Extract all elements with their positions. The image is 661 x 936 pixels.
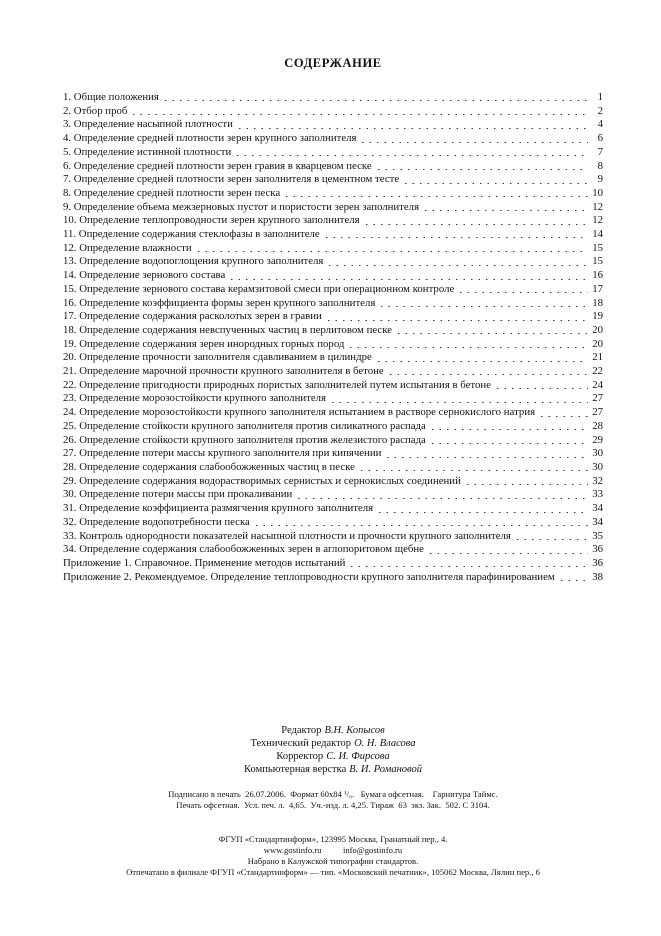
toc-entry-label: 1. Общие положения [63, 91, 159, 103]
colophon-role: Редактор [281, 725, 322, 737]
toc-dot-leader [286, 187, 588, 201]
publisher-line: www.gostinfo.ru info@gostinfo.ru [263, 844, 403, 855]
toc-page-number: 4 [597, 118, 603, 131]
toc-dot-leader [497, 379, 588, 393]
toc-entry [63, 160, 603, 174]
toc-entry-label: 33. Контроль однородности показателей насыпной плотности и прочности крупного заполнителя [63, 529, 511, 542]
toc-page-number: 14 [592, 228, 603, 241]
toc-entry-label: 32. Определение водопотребности песка [63, 515, 250, 528]
colophon-name: В.Н. Копысов [324, 725, 385, 737]
toc-page-number: 34 [592, 502, 603, 515]
toc-dot-leader [387, 447, 588, 461]
toc-entry [63, 475, 603, 489]
toc-entry [63, 543, 603, 557]
toc-entry [63, 530, 603, 544]
toc-entry-label: 14. Определение зернового состава [63, 269, 226, 282]
toc-page-number: 30 [592, 447, 603, 460]
toc-entry [63, 365, 603, 379]
toc-entry [63, 132, 603, 146]
toc-entry-label: 3. Определение насыпной плотности [63, 118, 233, 131]
toc-entry-label: 11. Определение содержания стеклофазы в заполнителе [63, 228, 320, 241]
toc-entry-label: 28. Определение содержания слабообожженных частиц в песке [63, 460, 355, 473]
toc-page-number: 18 [592, 296, 603, 309]
toc-page-number: 10 [592, 186, 603, 199]
toc-entry-label: 22. Определение пригодности природных пористых заполнителей путем испытания в бетоне [63, 378, 491, 391]
toc-page-number: 6 [597, 132, 603, 145]
toc-entry-label: 10. Определение теплопроводности зерен крупного заполнителя [63, 214, 360, 227]
toc-page-number: 29 [592, 433, 603, 446]
toc-page-number: 36 [592, 556, 603, 569]
toc-entry-label: 20. Определение прочности заполнителя сдавливанием в цилиндре [63, 351, 372, 364]
toc-dot-leader [398, 324, 588, 338]
toc-dot-leader [378, 351, 588, 365]
toc-entry-label: 31. Определение коэффициента размягчения крупного заполнителя [63, 502, 374, 515]
toc-entry-label: 17. Определение содержания расколотых зерен в гравии [63, 310, 322, 323]
toc-page-number: 15 [592, 255, 603, 268]
toc-entry [63, 516, 603, 530]
toc-page-number: 30 [592, 460, 603, 473]
toc-dot-leader [198, 242, 588, 256]
toc-entry [63, 297, 603, 311]
toc-page-number: 32 [592, 474, 603, 487]
toc-entry-label: 12. Определение влажности [63, 241, 192, 254]
toc-dot-leader [460, 283, 588, 297]
toc-page-number: 9 [597, 173, 603, 186]
table-of-contents [63, 91, 603, 584]
toc-entry-label: 26. Определение стойкости крупного заполнителя против железистого распада [63, 433, 426, 446]
colophon-name: С. И. Фирсова [326, 750, 390, 762]
toc-dot-leader [467, 475, 588, 489]
toc-entry-label: 34. Определение содержания слабообожженных зерен в аглопоритовом щебне [63, 543, 424, 556]
toc-entry-label: 27. Определение потери массы крупного заполнителя при кипячении [63, 447, 382, 460]
toc-page-number: 12 [592, 214, 603, 227]
toc-entry [63, 173, 603, 187]
toc-dot-leader [350, 338, 588, 352]
toc-dot-leader [430, 543, 588, 557]
toc-entry-label: 21. Определение марочной прочности крупного заполнителя в бетоне [63, 365, 384, 378]
toc-entry [63, 310, 603, 324]
toc-entry-label: 16. Определение коэффициента формы зерен крупного заполнителя [63, 296, 376, 309]
toc-dot-leader [405, 173, 588, 187]
toc-entry [63, 214, 603, 228]
toc-entry [63, 447, 603, 461]
toc-entry-label: 25. Определение стойкости крупного заполнителя против силикатного распада [63, 419, 426, 432]
toc-entry [63, 118, 603, 132]
colophon-role: Компьютерная верстка [244, 763, 347, 775]
toc-dot-leader [165, 91, 588, 105]
publisher-line: Набрано в Калужской типографии стандартов. [247, 856, 419, 867]
toc-page-number: 1 [597, 91, 603, 103]
toc-entry [63, 434, 603, 448]
toc-dot-leader [239, 118, 588, 132]
toc-dot-leader [378, 160, 588, 174]
toc-entry-label: 4. Определение средней плотности зерен крупного заполнителя [63, 132, 357, 145]
toc-entry [63, 91, 603, 105]
print-details-line: Подписано в печать 26.07.2006. Формат 60х84 ¹/₈. Бумага офсетная. Гарнитура Таймс. [168, 788, 498, 799]
colophon-name: О. Н. Власова [354, 738, 416, 750]
toc-dot-leader [517, 530, 588, 544]
toc-dot-leader [390, 365, 588, 379]
colophon-line [63, 764, 603, 777]
toc-entry [63, 105, 603, 119]
toc-page-number: 27 [592, 392, 603, 405]
toc-page-number: 21 [592, 351, 603, 364]
toc-page-number: 20 [592, 323, 603, 336]
toc-page-number: 28 [592, 419, 603, 432]
toc-entry [63, 269, 603, 283]
toc-dot-leader [432, 434, 588, 448]
toc-entry-label: 5. Определение истинной плотности [63, 145, 232, 158]
colophon-line [63, 725, 603, 738]
toc-page-number: 2 [597, 104, 603, 117]
toc-dot-leader [381, 297, 588, 311]
toc-page-number: 34 [592, 515, 603, 528]
toc-entry [63, 255, 603, 269]
toc-dot-leader [432, 420, 588, 434]
toc-page-number: 7 [597, 145, 603, 158]
toc-entry-label: 8. Определение средней плотности зерен песка [63, 186, 281, 199]
toc-entry [63, 420, 603, 434]
toc-page-number: 27 [592, 406, 603, 419]
toc-entry-label: 18. Определение содержания невспученных частиц в перлитовом песке [63, 323, 392, 336]
colophon-role: Технический редактор [250, 738, 352, 750]
toc-dot-leader [425, 201, 588, 215]
toc-dot-leader [133, 105, 588, 119]
toc-dot-leader [362, 132, 588, 146]
toc-entry-label: 6. Определение средней плотности зерен гравия в кварцевом песке [63, 159, 372, 172]
toc-entry [63, 461, 603, 475]
toc-entry-label: 19. Определение содержания зерен инородных горных пород [63, 337, 345, 350]
toc-entry [63, 146, 603, 160]
toc-entry [63, 228, 603, 242]
toc-entry [63, 351, 603, 365]
toc-entry [63, 201, 603, 215]
toc-dot-leader [379, 502, 588, 516]
toc-entry-label: 29. Определение содержания водорастворимых сернистых и сернокислых соединений [63, 474, 461, 487]
toc-page-number: 33 [592, 488, 603, 501]
toc-page-number: 36 [592, 543, 603, 556]
toc-entry-label: 30. Определение потери массы при прокаливании [63, 488, 293, 501]
toc-entry [63, 379, 603, 393]
publisher-line: Отпечатано в филиале ФГУП «Стандартинформ» — тип. «Московский печатник», 105062 Москва, Лялин пер., 6 [126, 867, 540, 878]
toc-page-number: 35 [592, 529, 603, 542]
toc-entry [63, 571, 603, 585]
toc-entry [63, 406, 603, 420]
toc-page-number: 16 [592, 269, 603, 282]
page-title: СОДЕРЖАНИЕ [284, 56, 382, 70]
toc-dot-leader [332, 392, 588, 406]
toc-entry-label: 9. Определение объема межзерновых пустот и пористости зерен заполнителя [63, 200, 420, 213]
toc-dot-leader [361, 461, 588, 475]
toc-dot-leader [256, 516, 588, 530]
toc-entry [63, 392, 603, 406]
toc-entry [63, 488, 603, 502]
colophon-name: В. И. Романовой [349, 763, 422, 775]
publisher-details [63, 834, 603, 879]
toc-page-number: 20 [592, 337, 603, 350]
toc-dot-leader [561, 571, 588, 585]
toc-entry-label: 24. Определение морозостойкости крупного заполнителя испытанием в растворе сернокислого натрия [63, 406, 536, 419]
toc-entry [63, 242, 603, 256]
toc-page-number: 12 [592, 200, 603, 213]
toc-dot-leader [237, 146, 588, 160]
toc-dot-leader [329, 255, 588, 269]
toc-entry [63, 283, 603, 297]
colophon [63, 725, 603, 776]
colophon-role: Корректор [276, 750, 324, 762]
toc-dot-leader [298, 488, 588, 502]
toc-dot-leader [328, 310, 588, 324]
toc-entry-label: 2. Отбор проб [63, 104, 128, 117]
toc-entry [63, 557, 603, 571]
publisher-line: ФГУП «Стандартинформ», 123995 Москва, Гранатный пер., 4. [218, 833, 448, 844]
toc-page-number: 38 [592, 570, 603, 583]
toc-dot-leader [231, 269, 588, 283]
toc-page-number: 17 [592, 282, 603, 295]
toc-dot-leader [326, 228, 588, 242]
toc-page-number: 22 [592, 365, 603, 378]
toc-page-number: 19 [592, 310, 603, 323]
toc-dot-leader [366, 214, 588, 228]
toc-entry [63, 187, 603, 201]
toc-entry [63, 338, 603, 352]
print-details [63, 789, 603, 812]
toc-entry-label: 15. Определение зернового состава керамзитовой смеси при операционном контроле [63, 282, 455, 295]
toc-entry [63, 502, 603, 516]
toc-entry [63, 324, 603, 338]
toc-page-number: 8 [597, 159, 603, 172]
toc-entry-label: Приложение 1. Справочное. Применение методов испытаний [63, 556, 346, 569]
toc-dot-leader [541, 406, 588, 420]
toc-entry-label: 23. Определение морозостойкости крупного заполнителя [63, 392, 326, 405]
toc-page-number: 15 [592, 241, 603, 254]
toc-dot-leader [351, 557, 588, 571]
toc-entry-label: 13. Определение водопоглощения крупного заполнителя [63, 255, 324, 268]
toc-page-number: 24 [592, 378, 603, 391]
colophon-line [63, 751, 603, 764]
toc-entry-label: 7. Определение средней плотности зерен заполнителя в цементном тесте [63, 173, 400, 186]
toc-entry-label: Приложение 2. Рекомендуемое. Определение теплопроводности крупного заполнителя парафинированием [63, 570, 555, 583]
colophon-line [63, 738, 603, 751]
print-details-line: Печать офсетная. Усл. печ. л. 4,65. Уч.-изд. л. 4,25. Тираж 63 экз. Зак. 502. С 3104. [176, 800, 490, 810]
